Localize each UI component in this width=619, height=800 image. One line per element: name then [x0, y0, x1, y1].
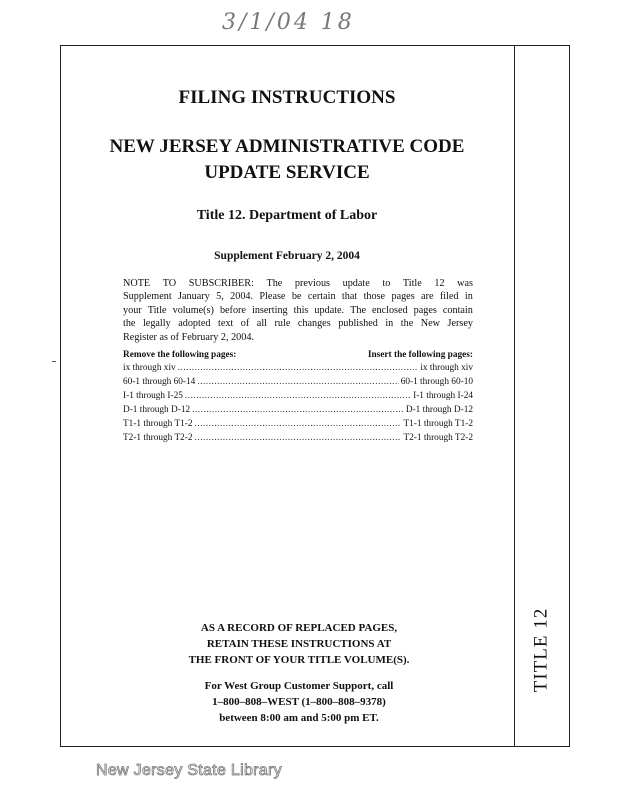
document-subheading: [60, 134, 514, 186]
insert-pages: ix through xiv: [420, 363, 473, 373]
remove-header: Remove the following pages:: [123, 350, 237, 360]
table-row: [123, 391, 473, 405]
note-word: contain: [442, 304, 473, 316]
note-line: [123, 290, 473, 303]
note-word: all: [256, 318, 267, 330]
note-word: update.: [314, 304, 345, 316]
subheading-line: NEW JERSEY ADMINISTRATIVE CODE: [109, 136, 465, 157]
note-word: Please: [259, 291, 286, 303]
table-row: [123, 405, 473, 419]
table-row: [123, 433, 473, 447]
document-content: [60, 45, 514, 747]
note-word: Supplement: [123, 291, 172, 303]
leader-dots: [195, 419, 402, 429]
insert-pages: D-1 through D-12: [405, 405, 473, 415]
note-word: published: [338, 318, 378, 330]
note-word: previous: [294, 278, 331, 289]
note-word: SUBSCRIBER:: [188, 278, 254, 289]
note-word: NOTE: [123, 278, 151, 289]
supplement-date: Supplement February 2, 2004: [214, 250, 360, 262]
support-line: 1–800–808–WEST (1–800–808–9378): [212, 696, 386, 708]
note-word: the: [123, 318, 136, 330]
note-word: The: [350, 304, 366, 316]
note-word: January: [178, 291, 210, 303]
remove-pages: ix through xiv: [123, 363, 176, 373]
record-line: AS A RECORD OF REPLACED PAGES,: [200, 622, 398, 634]
remove-pages: 60-1 through 60-14: [123, 377, 196, 387]
table-row: [123, 419, 473, 433]
insert-pages: 60-1 through 60-10: [400, 377, 473, 387]
pages-table: [123, 350, 473, 447]
note-word: enclosed: [371, 304, 408, 316]
insert-pages: T1-1 through T1-2: [403, 419, 473, 429]
note-word: text: [217, 318, 234, 330]
customer-support: [60, 678, 538, 726]
note-word: Title: [402, 278, 422, 289]
note-word: rule: [274, 318, 291, 330]
subheading-line: UPDATE SERVICE: [204, 162, 370, 183]
pages-table-header: [123, 350, 473, 360]
note-word: New: [420, 318, 440, 330]
note-line: [123, 317, 473, 330]
remove-pages: I-1 through I-25: [123, 391, 183, 401]
note-line: [123, 304, 473, 317]
note-word: Jersey: [447, 318, 473, 330]
note-word: inserting: [251, 304, 288, 316]
note-word: 12: [434, 278, 445, 289]
note-word: this: [293, 304, 309, 316]
note-word: to: [382, 278, 391, 289]
title-tab-label: TITLE 12: [530, 607, 552, 693]
note-word: those: [363, 291, 386, 303]
note-word: adopted: [178, 318, 211, 330]
note-word: in: [385, 318, 394, 330]
note-word: TO: [162, 278, 177, 289]
leader-dots: [185, 391, 411, 401]
note-line: Register as of February 2, 2004.: [123, 331, 254, 343]
note-word: in: [464, 291, 473, 303]
note-word: was: [457, 278, 473, 289]
table-row: [123, 377, 473, 391]
subscriber-note: [123, 277, 473, 344]
note-word: are: [421, 291, 434, 303]
note-word: filed: [439, 291, 459, 303]
note-word: 2004.: [230, 291, 254, 303]
margin-mark: [52, 361, 56, 362]
remove-pages: D-1 through D-12: [123, 405, 191, 415]
insert-pages: I-1 through I-24: [413, 391, 473, 401]
note-word: 5,: [216, 291, 224, 303]
record-line: RETAIN THESE INSTRUCTIONS AT: [206, 638, 392, 650]
note-word: that: [341, 291, 358, 303]
note-word: of: [240, 318, 250, 330]
note-word: legally: [142, 318, 171, 330]
record-instructions: [60, 620, 538, 668]
remove-pages: T1-1 through T1-2: [123, 419, 193, 429]
support-line: between 8:00 am and 5:00 pm ET.: [219, 712, 379, 724]
insert-pages: T2-1 through T2-2: [403, 433, 473, 443]
support-line: For West Group Customer Support, call: [204, 680, 394, 692]
note-word: volume(s): [172, 304, 214, 316]
remove-pages: T2-1 through T2-2: [123, 433, 193, 443]
note-word: The: [266, 278, 283, 289]
document-heading: FILING INSTRUCTIONS: [178, 87, 396, 108]
note-word: your: [123, 304, 142, 316]
leader-dots: [192, 405, 404, 415]
note-word: update: [342, 278, 370, 289]
title-line: Title 12. Department of Labor: [196, 208, 378, 223]
library-stamp: New Jersey State Library: [96, 762, 282, 779]
note-line: [123, 277, 473, 290]
note-word: pages: [391, 291, 415, 303]
leader-dots: [195, 433, 402, 443]
note-word: certain: [307, 291, 336, 303]
handwritten-date-note: 3/1/04 18: [222, 10, 355, 35]
leader-dots: [197, 377, 398, 387]
note-word: pages: [413, 304, 437, 316]
note-word: Title: [147, 304, 167, 316]
record-line: THE FRONT OF YOUR TITLE VOLUME(S).: [188, 654, 410, 666]
leader-dots: [178, 363, 419, 373]
note-word: the: [400, 318, 414, 330]
table-row: [123, 363, 473, 377]
pages-table-rows: [123, 363, 473, 447]
insert-header: Insert the following pages:: [367, 350, 473, 360]
note-word: be: [291, 291, 302, 303]
note-word: before: [219, 304, 246, 316]
note-word: changes: [297, 318, 331, 330]
